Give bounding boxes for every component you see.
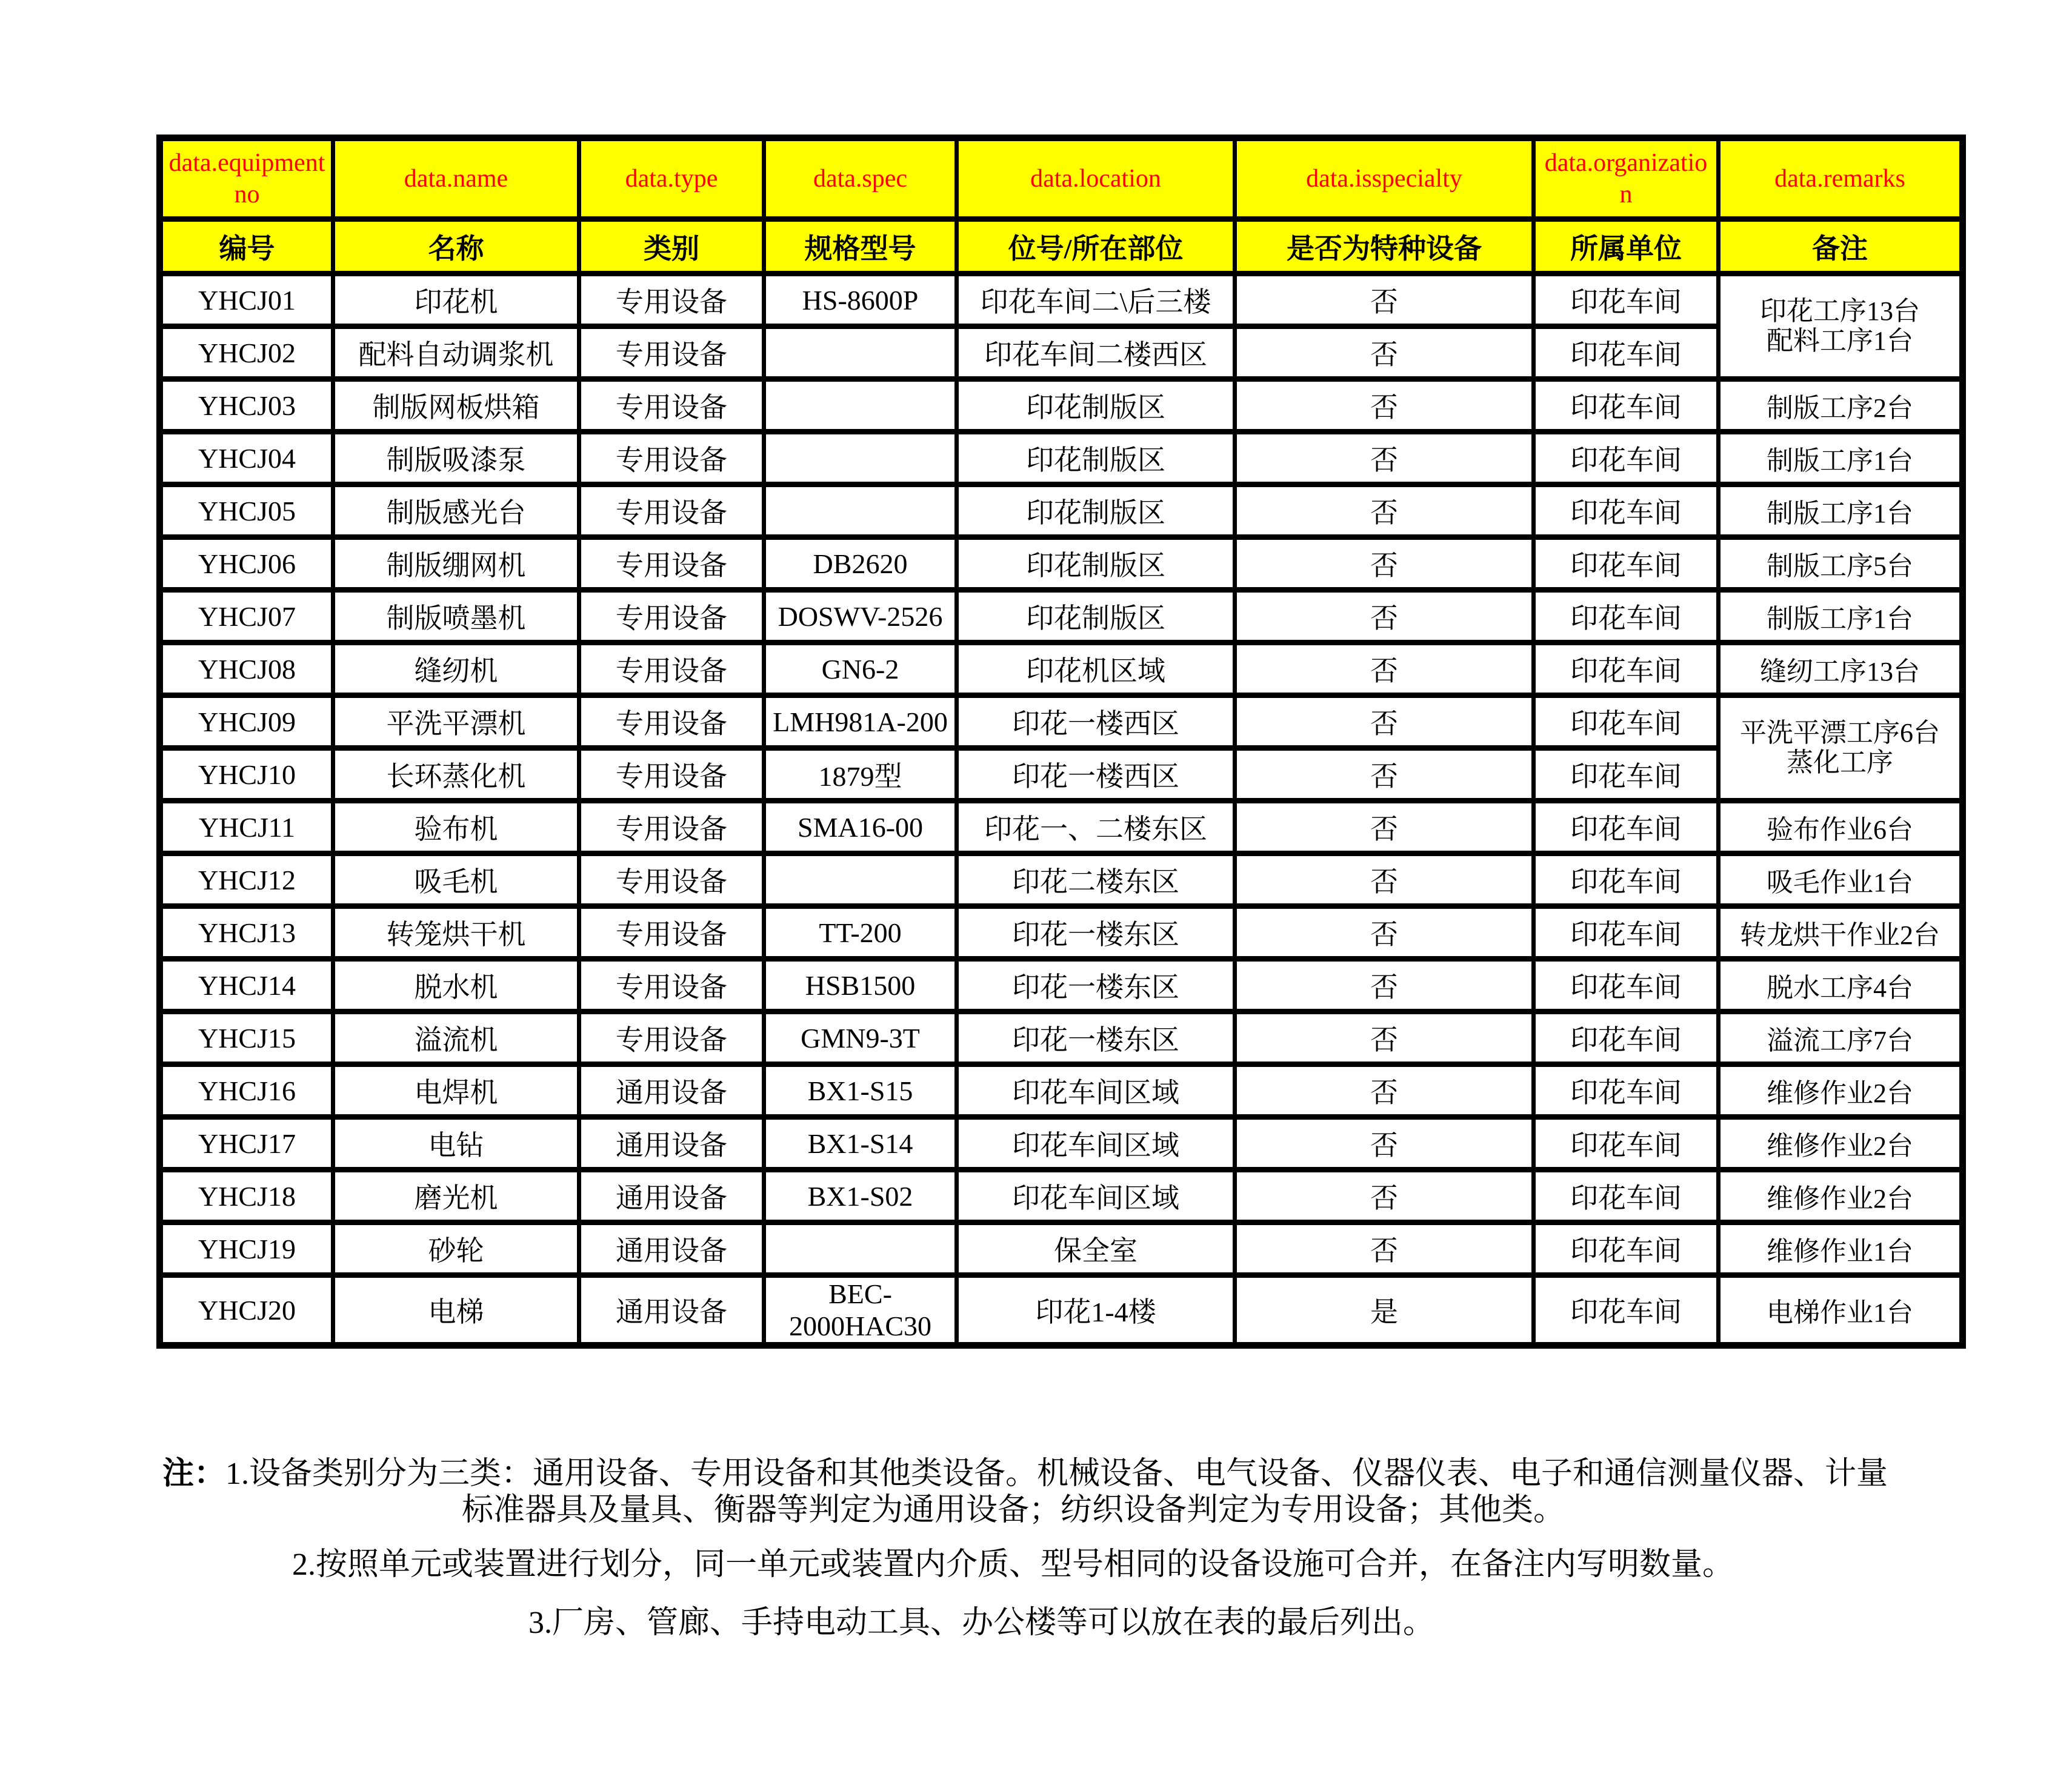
cell-name: 电钻 bbox=[333, 1117, 579, 1170]
cell-type: 专用设备 bbox=[579, 590, 764, 643]
cell-remarks: 溢流工序7台 bbox=[1719, 1012, 1963, 1065]
cell-spec bbox=[764, 854, 957, 906]
cell-remarks: 制版工序1台 bbox=[1719, 590, 1963, 643]
cell-spec: BX1-S02 bbox=[764, 1170, 957, 1223]
cell-remarks: 维修作业2台 bbox=[1719, 1170, 1963, 1223]
cell-no: YHCJ11 bbox=[160, 801, 333, 854]
table-row bbox=[160, 801, 1963, 854]
note-3: 3.厂房、管廊、手持电动工具、办公楼等可以放在表的最后列出。 bbox=[528, 1606, 1435, 1640]
cell-isspecialty: 否 bbox=[1235, 1012, 1534, 1065]
cell-isspecialty: 否 bbox=[1235, 274, 1534, 327]
field-header-remarks: data.remarks bbox=[1719, 138, 1963, 219]
cell-organization: 印花车间 bbox=[1534, 1223, 1719, 1275]
cell-isspecialty: 否 bbox=[1235, 485, 1534, 537]
cell-no: YHCJ05 bbox=[160, 485, 333, 537]
cell-no: YHCJ14 bbox=[160, 959, 333, 1012]
table-row bbox=[160, 274, 1963, 327]
cell-isspecialty: 否 bbox=[1235, 537, 1534, 590]
cell-location: 印花制版区 bbox=[957, 432, 1235, 485]
field-header-spec: data.spec bbox=[764, 138, 957, 219]
field-header-location: data.location bbox=[957, 138, 1235, 219]
cell-type: 专用设备 bbox=[579, 959, 764, 1012]
column-header-no: 编号 bbox=[160, 219, 333, 274]
cell-name: 转笼烘干机 bbox=[333, 906, 579, 959]
cell-spec: HS-8600P bbox=[764, 274, 957, 327]
cell-name: 印花机 bbox=[333, 274, 579, 327]
cell-type: 专用设备 bbox=[579, 643, 764, 696]
cell-organization: 印花车间 bbox=[1534, 379, 1719, 432]
cell-spec: GMN9-3T bbox=[764, 1012, 957, 1065]
cell-spec bbox=[764, 327, 957, 379]
cell-type: 专用设备 bbox=[579, 537, 764, 590]
cell-name: 溢流机 bbox=[333, 1012, 579, 1065]
cell-isspecialty: 否 bbox=[1235, 748, 1534, 801]
remark-line: 平洗平漂工序6台 bbox=[1740, 718, 1940, 748]
cell-organization: 印花车间 bbox=[1534, 696, 1719, 748]
column-header-row bbox=[160, 219, 1963, 274]
cell-no: YHCJ13 bbox=[160, 906, 333, 959]
cell-organization: 印花车间 bbox=[1534, 1012, 1719, 1065]
cell-remarks: 维修作业2台 bbox=[1719, 1117, 1963, 1170]
cell-name: 制版吸漆泵 bbox=[333, 432, 579, 485]
cell-organization: 印花车间 bbox=[1534, 643, 1719, 696]
cell-isspecialty: 否 bbox=[1235, 801, 1534, 854]
cell-remarks: 验布作业6台 bbox=[1719, 801, 1963, 854]
cell-organization: 印花车间 bbox=[1534, 1117, 1719, 1170]
cell-name: 脱水机 bbox=[333, 959, 579, 1012]
column-header-name: 名称 bbox=[333, 219, 579, 274]
cell-isspecialty: 否 bbox=[1235, 643, 1534, 696]
table-row bbox=[160, 485, 1963, 537]
cell-location: 印花车间区域 bbox=[957, 1117, 1235, 1170]
cell-no: YHCJ01 bbox=[160, 274, 333, 327]
cell-spec: HSB1500 bbox=[764, 959, 957, 1012]
cell-organization: 印花车间 bbox=[1534, 485, 1719, 537]
cell-organization: 印花车间 bbox=[1534, 590, 1719, 643]
cell-type: 专用设备 bbox=[579, 801, 764, 854]
cell-name: 制版绷网机 bbox=[333, 537, 579, 590]
cell-remarks: 制版工序1台 bbox=[1719, 485, 1963, 537]
cell-isspecialty: 否 bbox=[1235, 379, 1534, 432]
cell-type: 专用设备 bbox=[579, 696, 764, 748]
cell-spec: BX1-S14 bbox=[764, 1117, 957, 1170]
cell-no: YHCJ08 bbox=[160, 643, 333, 696]
cell-type: 专用设备 bbox=[579, 906, 764, 959]
table-row bbox=[160, 959, 1963, 1012]
cell-organization: 印花车间 bbox=[1534, 274, 1719, 327]
table-row bbox=[160, 748, 1963, 801]
remark-line: 印花工序13台 bbox=[1760, 296, 1920, 327]
cell-isspecialty: 否 bbox=[1235, 1065, 1534, 1117]
cell-location: 印花机区域 bbox=[957, 643, 1235, 696]
field-header-type: data.type bbox=[579, 138, 764, 219]
cell-remarks: 脱水工序4台 bbox=[1719, 959, 1963, 1012]
cell-location: 印花一楼西区 bbox=[957, 748, 1235, 801]
cell-organization: 印花车间 bbox=[1534, 1275, 1719, 1346]
cell-name: 制版网板烘箱 bbox=[333, 379, 579, 432]
cell-remarks: 制版工序5台 bbox=[1719, 537, 1963, 590]
cell-type: 专用设备 bbox=[579, 327, 764, 379]
cell-type: 通用设备 bbox=[579, 1170, 764, 1223]
cell-spec: DOSWV-2526 bbox=[764, 590, 957, 643]
cell-remarks: 转龙烘干作业2台 bbox=[1719, 906, 1963, 959]
cell-isspecialty: 否 bbox=[1235, 1170, 1534, 1223]
cell-type: 专用设备 bbox=[579, 854, 764, 906]
note-2: 2.按照单元或装置进行划分，同一单元或装置内介质、型号相同的设备设施可合并，在备注内写明数量。 bbox=[292, 1547, 1734, 1582]
cell-isspecialty: 是 bbox=[1235, 1275, 1534, 1346]
cell-name: 电焊机 bbox=[333, 1065, 579, 1117]
field-header-row bbox=[160, 138, 1963, 219]
cell-organization: 印花车间 bbox=[1534, 854, 1719, 906]
table-row bbox=[160, 906, 1963, 959]
cell-name: 磨光机 bbox=[333, 1170, 579, 1223]
cell-type: 通用设备 bbox=[579, 1117, 764, 1170]
cell-spec bbox=[764, 432, 957, 485]
cell-remarks: 制版工序2台 bbox=[1719, 379, 1963, 432]
cell-isspecialty: 否 bbox=[1235, 1223, 1534, 1275]
cell-isspecialty: 否 bbox=[1235, 590, 1534, 643]
column-header-isspecialty: 是否为特种设备 bbox=[1235, 219, 1534, 274]
field-header-isspecialty: data.isspecialty bbox=[1235, 138, 1534, 219]
cell-name: 砂轮 bbox=[333, 1223, 579, 1275]
table-row bbox=[160, 1117, 1963, 1170]
cell-spec bbox=[764, 1223, 957, 1275]
cell-remarks bbox=[1719, 696, 1963, 801]
column-header-location: 位号/所在部位 bbox=[957, 219, 1235, 274]
cell-type: 专用设备 bbox=[579, 379, 764, 432]
cell-organization: 印花车间 bbox=[1534, 1170, 1719, 1223]
note-1 bbox=[162, 1457, 1888, 1492]
cell-type: 专用设备 bbox=[579, 485, 764, 537]
cell-location: 印花制版区 bbox=[957, 485, 1235, 537]
cell-location: 印花一楼东区 bbox=[957, 1012, 1235, 1065]
cell-type: 专用设备 bbox=[579, 748, 764, 801]
cell-no: YHCJ17 bbox=[160, 1117, 333, 1170]
cell-no: YHCJ06 bbox=[160, 537, 333, 590]
cell-no: YHCJ07 bbox=[160, 590, 333, 643]
cell-location: 印花车间二楼西区 bbox=[957, 327, 1235, 379]
remark-line: 蒸化工序 bbox=[1787, 747, 1893, 777]
cell-no: YHCJ10 bbox=[160, 748, 333, 801]
cell-name: 长环蒸化机 bbox=[333, 748, 579, 801]
table-row bbox=[160, 379, 1963, 432]
cell-organization: 印花车间 bbox=[1534, 327, 1719, 379]
cell-location: 印花二楼东区 bbox=[957, 854, 1235, 906]
cell-remarks: 制版工序1台 bbox=[1719, 432, 1963, 485]
cell-organization: 印花车间 bbox=[1534, 432, 1719, 485]
cell-spec: BX1-S15 bbox=[764, 1065, 957, 1117]
cell-name: 电梯 bbox=[333, 1275, 579, 1346]
table-row bbox=[160, 1223, 1963, 1275]
table-row bbox=[160, 1065, 1963, 1117]
table-row bbox=[160, 537, 1963, 590]
cell-no: YHCJ03 bbox=[160, 379, 333, 432]
field-header-organization: data.organization bbox=[1534, 138, 1719, 219]
cell-organization: 印花车间 bbox=[1534, 801, 1719, 854]
cell-isspecialty: 否 bbox=[1235, 432, 1534, 485]
cell-location: 印花制版区 bbox=[957, 590, 1235, 643]
cell-location: 印花车间二\后三楼 bbox=[957, 274, 1235, 327]
cell-name: 平洗平漂机 bbox=[333, 696, 579, 748]
cell-spec: LMH981A-200 bbox=[764, 696, 957, 748]
cell-location: 印花制版区 bbox=[957, 537, 1235, 590]
cell-remarks: 缝纫工序13台 bbox=[1719, 643, 1963, 696]
cell-type: 通用设备 bbox=[579, 1275, 764, 1346]
cell-organization: 印花车间 bbox=[1534, 748, 1719, 801]
cell-location: 印花一楼西区 bbox=[957, 696, 1235, 748]
cell-spec: BEC-2000HAC30 bbox=[764, 1275, 957, 1346]
cell-organization: 印花车间 bbox=[1534, 959, 1719, 1012]
cell-no: YHCJ12 bbox=[160, 854, 333, 906]
cell-no: YHCJ04 bbox=[160, 432, 333, 485]
cell-no: YHCJ18 bbox=[160, 1170, 333, 1223]
cell-no: YHCJ16 bbox=[160, 1065, 333, 1117]
cell-isspecialty: 否 bbox=[1235, 327, 1534, 379]
cell-name: 制版感光台 bbox=[333, 485, 579, 537]
cell-type: 专用设备 bbox=[579, 1012, 764, 1065]
cell-remarks: 吸毛作业1台 bbox=[1719, 854, 1963, 906]
column-header-organization: 所属单位 bbox=[1534, 219, 1719, 274]
cell-organization: 印花车间 bbox=[1534, 537, 1719, 590]
note-1-continued: 标准器具及量具、衡器等判定为通用设备；纺织设备判定为专用设备；其他类。 bbox=[462, 1493, 1565, 1527]
cell-name: 制版喷墨机 bbox=[333, 590, 579, 643]
cell-name: 缝纫机 bbox=[333, 643, 579, 696]
cell-location: 印花车间区域 bbox=[957, 1170, 1235, 1223]
cell-remarks: 电梯作业1台 bbox=[1719, 1275, 1963, 1346]
cell-no: YHCJ19 bbox=[160, 1223, 333, 1275]
cell-spec: 1879型 bbox=[764, 748, 957, 801]
cell-isspecialty: 否 bbox=[1235, 696, 1534, 748]
cell-location: 印花车间区域 bbox=[957, 1065, 1235, 1117]
cell-remarks: 维修作业1台 bbox=[1719, 1223, 1963, 1275]
cell-name: 验布机 bbox=[333, 801, 579, 854]
cell-spec: DB2620 bbox=[764, 537, 957, 590]
cell-location: 印花1-4楼 bbox=[957, 1275, 1235, 1346]
cell-organization: 印花车间 bbox=[1534, 1065, 1719, 1117]
cell-location: 保全室 bbox=[957, 1223, 1235, 1275]
table-row bbox=[160, 1012, 1963, 1065]
cell-type: 通用设备 bbox=[579, 1223, 764, 1275]
remark-line: 配料工序1台 bbox=[1767, 325, 1913, 356]
cell-name: 配料自动调浆机 bbox=[333, 327, 579, 379]
cell-isspecialty: 否 bbox=[1235, 959, 1534, 1012]
cell-spec bbox=[764, 379, 957, 432]
field-header-name: data.name bbox=[333, 138, 579, 219]
cell-organization: 印花车间 bbox=[1534, 906, 1719, 959]
column-header-type: 类别 bbox=[579, 219, 764, 274]
cell-location: 印花一楼东区 bbox=[957, 906, 1235, 959]
cell-isspecialty: 否 bbox=[1235, 906, 1534, 959]
table-row bbox=[160, 327, 1963, 379]
cell-remarks: 维修作业2台 bbox=[1719, 1065, 1963, 1117]
cell-no: YHCJ15 bbox=[160, 1012, 333, 1065]
note-1-text: 1.设备类别分为三类：通用设备、专用设备和其他类设备。机械设备、电气设备、仪器仪表、电子和通信测量仪器、计量 bbox=[225, 1457, 1888, 1491]
cell-type: 专用设备 bbox=[579, 274, 764, 327]
table-row bbox=[160, 1170, 1963, 1223]
cell-spec bbox=[764, 485, 957, 537]
table-row bbox=[160, 696, 1963, 748]
cell-no: YHCJ02 bbox=[160, 327, 333, 379]
cell-no: YHCJ20 bbox=[160, 1275, 333, 1346]
table-row bbox=[160, 1275, 1963, 1346]
table-row bbox=[160, 643, 1963, 696]
equipment-table bbox=[156, 135, 1966, 1349]
cell-spec: GN6-2 bbox=[764, 643, 957, 696]
cell-location: 印花制版区 bbox=[957, 379, 1235, 432]
column-header-spec: 规格型号 bbox=[764, 219, 957, 274]
cell-remarks bbox=[1719, 274, 1963, 379]
cell-type: 通用设备 bbox=[579, 1065, 764, 1117]
cell-isspecialty: 否 bbox=[1235, 854, 1534, 906]
field-header-equipmentno: data.equipmentno bbox=[160, 138, 333, 219]
column-header-remarks: 备注 bbox=[1719, 219, 1963, 274]
cell-type: 专用设备 bbox=[579, 432, 764, 485]
table-row bbox=[160, 432, 1963, 485]
note-prefix: 注： bbox=[162, 1457, 226, 1491]
cell-spec: TT-200 bbox=[764, 906, 957, 959]
cell-name: 吸毛机 bbox=[333, 854, 579, 906]
cell-isspecialty: 否 bbox=[1235, 1117, 1534, 1170]
table-row bbox=[160, 590, 1963, 643]
table-row bbox=[160, 854, 1963, 906]
cell-location: 印花一楼东区 bbox=[957, 959, 1235, 1012]
cell-location: 印花一、二楼东区 bbox=[957, 801, 1235, 854]
cell-spec: SMA16-00 bbox=[764, 801, 957, 854]
cell-no: YHCJ09 bbox=[160, 696, 333, 748]
